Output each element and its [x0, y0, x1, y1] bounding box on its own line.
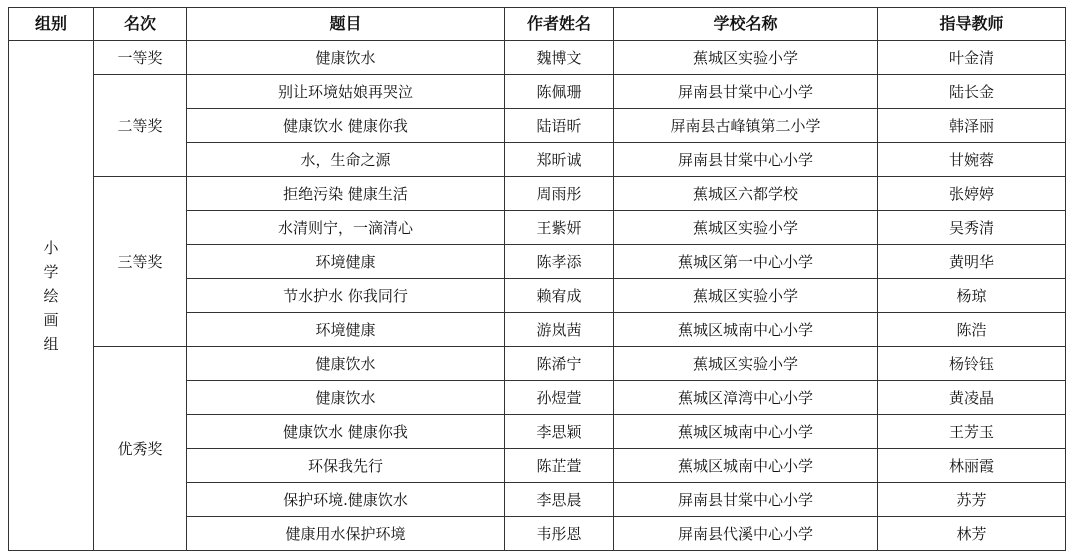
- school-cell: 屏南县古峰镇第二小学: [614, 109, 878, 143]
- school-cell: 蕉城区城南中心小学: [614, 449, 878, 483]
- teacher-cell: 黄明华: [878, 245, 1066, 279]
- teacher-cell: 吴秀清: [878, 211, 1066, 245]
- teacher-cell: 杨琼: [878, 279, 1066, 313]
- title-cell: 健康饮水 健康你我: [187, 109, 505, 143]
- awards-table: [8, 7, 1066, 551]
- teacher-cell: 陆长金: [878, 75, 1066, 109]
- title-cell: 拒绝污染 健康生活: [187, 177, 505, 211]
- school-cell: 蕉城区实验小学: [614, 41, 878, 75]
- author-cell: 王紫妍: [505, 211, 614, 245]
- header-rank: 名次: [94, 8, 187, 41]
- teacher-cell: 张婷婷: [878, 177, 1066, 211]
- school-cell: 蕉城区第一中心小学: [614, 245, 878, 279]
- title-cell: 水，生命之源: [187, 143, 505, 177]
- author-cell: 魏博文: [505, 41, 614, 75]
- author-cell: 韦彤恩: [505, 517, 614, 551]
- author-cell: 周雨彤: [505, 177, 614, 211]
- teacher-cell: 王芳玉: [878, 415, 1066, 449]
- table-row: [9, 177, 1066, 211]
- title-cell: 节水护水 你我同行: [187, 279, 505, 313]
- author-cell: 陈佩珊: [505, 75, 614, 109]
- title-cell: 健康饮水: [187, 347, 505, 381]
- rank-cell: 三等奖: [94, 177, 187, 347]
- school-cell: 蕉城区实验小学: [614, 347, 878, 381]
- title-cell: 别让环境姑娘再哭泣: [187, 75, 505, 109]
- teacher-cell: 黄凌晶: [878, 381, 1066, 415]
- header-title: 题目: [187, 8, 505, 41]
- school-cell: 蕉城区城南中心小学: [614, 313, 878, 347]
- school-cell: 屏南县甘棠中心小学: [614, 483, 878, 517]
- school-cell: 蕉城区城南中心小学: [614, 415, 878, 449]
- title-cell: 环境健康: [187, 245, 505, 279]
- school-cell: 蕉城区实验小学: [614, 211, 878, 245]
- header-author: 作者姓名: [505, 8, 614, 41]
- teacher-cell: 韩泽丽: [878, 109, 1066, 143]
- author-cell: 李思颖: [505, 415, 614, 449]
- rank-cell: 一等奖: [94, 41, 187, 75]
- rank-cell: 优秀奖: [94, 347, 187, 551]
- title-cell: 健康饮水: [187, 381, 505, 415]
- author-cell: 郑昕诚: [505, 143, 614, 177]
- title-cell: 健康用水保护环境: [187, 517, 505, 551]
- teacher-cell: 陈浩: [878, 313, 1066, 347]
- author-cell: 李思晨: [505, 483, 614, 517]
- school-cell: 屏南县甘棠中心小学: [614, 75, 878, 109]
- author-cell: 陈芷萱: [505, 449, 614, 483]
- group-cell: [9, 41, 94, 551]
- school-cell: 屏南县代溪中心小学: [614, 517, 878, 551]
- title-cell: 健康饮水 健康你我: [187, 415, 505, 449]
- header-school: 学校名称: [614, 8, 878, 41]
- school-cell: 屏南县甘棠中心小学: [614, 143, 878, 177]
- title-cell: 环保我先行: [187, 449, 505, 483]
- school-cell: 蕉城区漳湾中心小学: [614, 381, 878, 415]
- title-cell: 保护环境.健康饮水: [187, 483, 505, 517]
- teacher-cell: 林芳: [878, 517, 1066, 551]
- table-row: [9, 75, 1066, 109]
- author-cell: 孙煜萱: [505, 381, 614, 415]
- rank-cell: 二等奖: [94, 75, 187, 177]
- header-row: [9, 8, 1066, 41]
- title-cell: 环境健康: [187, 313, 505, 347]
- header-teacher: 指导教师: [878, 8, 1066, 41]
- author-cell: 陈浠宁: [505, 347, 614, 381]
- teacher-cell: 叶金清: [878, 41, 1066, 75]
- table-row: [9, 41, 1066, 75]
- author-cell: 赖宥成: [505, 279, 614, 313]
- school-cell: 蕉城区实验小学: [614, 279, 878, 313]
- school-cell: 蕉城区六都学校: [614, 177, 878, 211]
- title-cell: 水清则宁，一滴清心: [187, 211, 505, 245]
- table-row: [9, 347, 1066, 381]
- teacher-cell: 杨铃钰: [878, 347, 1066, 381]
- header-group: 组别: [9, 8, 94, 41]
- title-cell: 健康饮水: [187, 41, 505, 75]
- teacher-cell: 甘婉蓉: [878, 143, 1066, 177]
- author-cell: 陆语昕: [505, 109, 614, 143]
- author-cell: 陈孝添: [505, 245, 614, 279]
- teacher-cell: 林丽霞: [878, 449, 1066, 483]
- group-label: 小学绘画组: [43, 238, 59, 353]
- author-cell: 游岚茜: [505, 313, 614, 347]
- teacher-cell: 苏芳: [878, 483, 1066, 517]
